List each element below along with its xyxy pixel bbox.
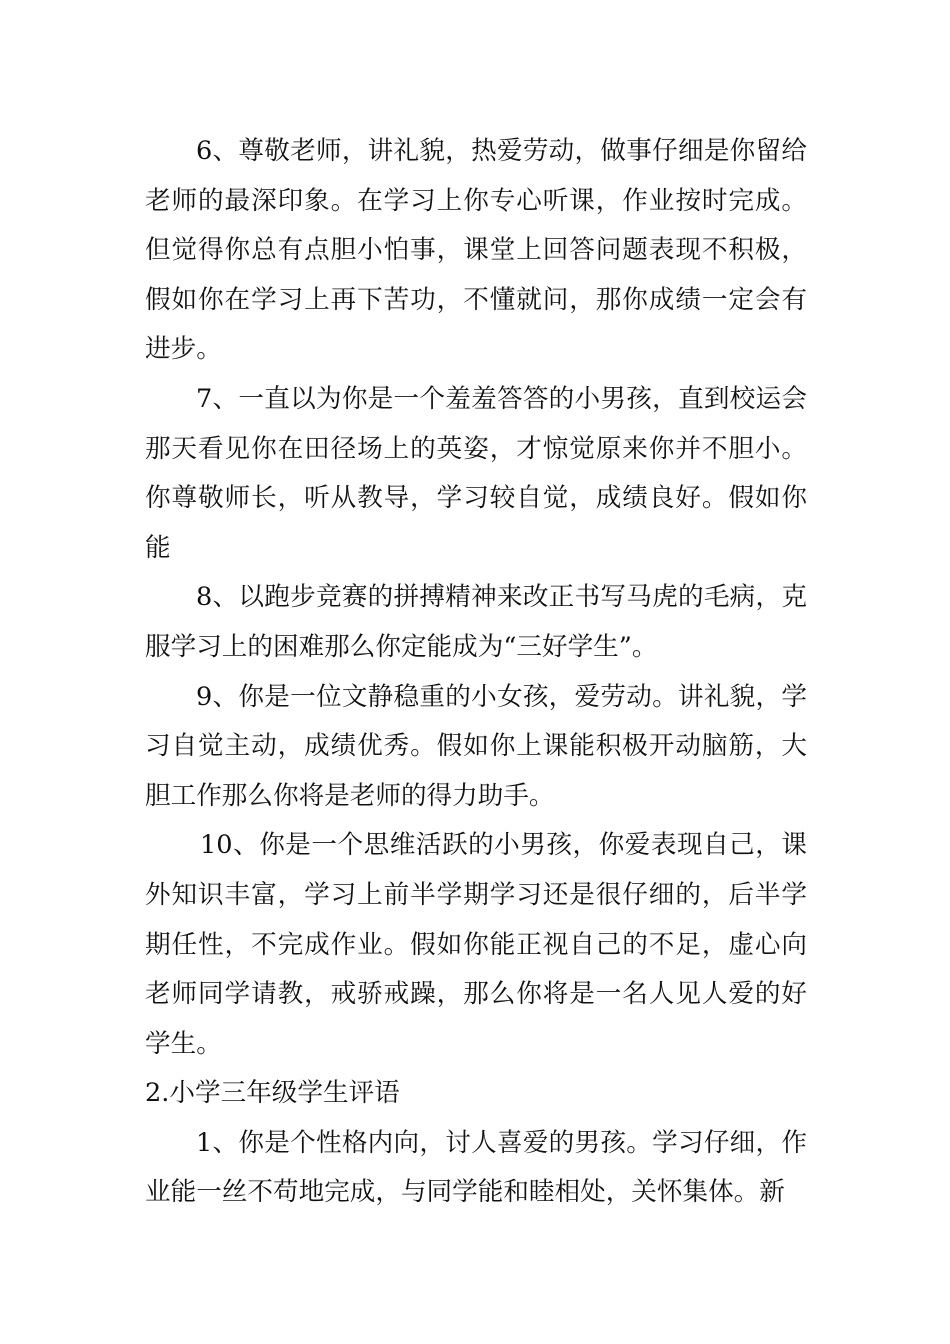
paragraph-8: 8、以跑步竞赛的拼搏精神来改正书写马虎的毛病，克服学习上的困难那么你定能成为“三好学生”。: [145, 582, 807, 662]
section-paragraph-1: 1、你是个性格内向，讨人喜爱的男孩。学习仔细，作业能一丝不苟地完成，与同学能和睦相处，关怀集体。新: [145, 1127, 807, 1208]
paragraph-10: 10、你是一个思维活跃的小男孩，你爱表现自己，课外知识丰富，学习上前半学期学习还是很仔细的，后半学期任性，不完成作业。假如你能正视自己的不足，虚心向老师同学请教，戒骄戒躁，那么你将是一名人见人爱的好学生。: [145, 830, 807, 1059]
paragraph-7: 7、一直以为你是一个羞羞答答的小男孩，直到校运会那天看见你在田径场上的英姿，才惊觉原来你并不胆小。你尊敬师长，听从教导，学习较自觉，成绩良好。假如你能: [145, 383, 807, 563]
section-heading: 2.小学三年级学生评语: [145, 1078, 400, 1109]
paragraph-9: 9、你是一位文静稳重的小女孩，爱劳动。讲礼貌，学习自觉主动，成绩优秀。假如你上课能积极开动脑筋，大胆工作那么你将是老师的得力助手。: [145, 681, 807, 811]
document-body: [145, 127, 807, 1218]
paragraph-6: 6、尊敬老师，讲礼貌，热爱劳动，做事仔细是你留给老师的最深印象。在学习上你专心听课，作业按时完成。但觉得你总有点胆小怕事，课堂上回答问题表现不积极，假如你在学习上再下苦功，不懂就问，那你成绩一定会有进步。: [145, 136, 807, 365]
